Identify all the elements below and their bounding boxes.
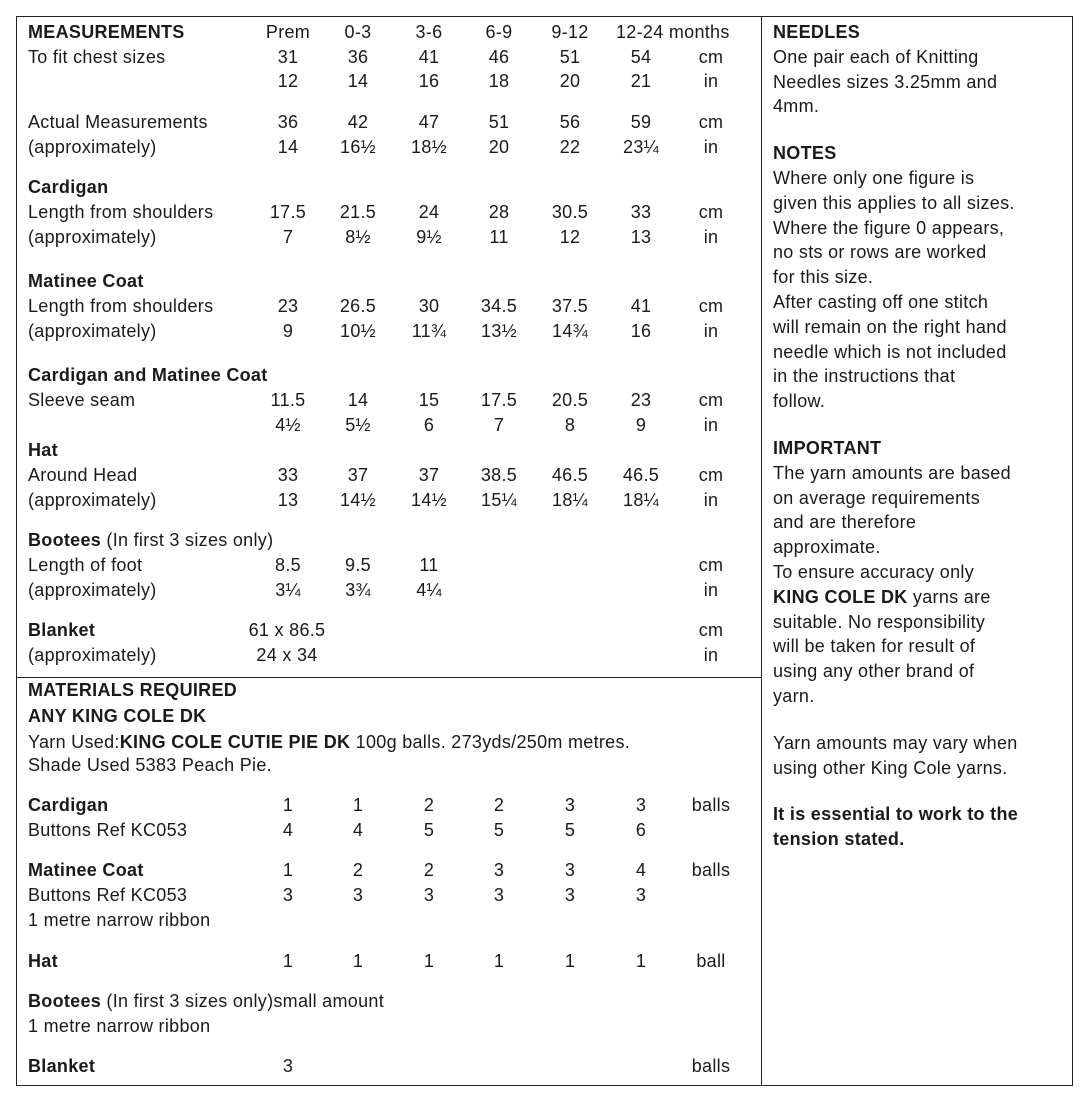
row-label: Around Head — [28, 465, 138, 485]
table-cell: 9 — [635, 415, 647, 435]
table-cell: 14¾ — [552, 321, 588, 341]
yarn-prefix: Yarn Used: — [28, 732, 120, 752]
important-line — [773, 585, 1063, 610]
essential-line: It is essential to work to the — [773, 804, 1019, 825]
table-cell: 28 — [488, 202, 510, 222]
important-line: on average requirements — [773, 487, 981, 508]
table-cell: 17.5 — [269, 202, 307, 222]
table-cell: 37 — [347, 465, 369, 485]
table-cell: 3 — [564, 860, 576, 880]
row-label: (approximately) — [28, 321, 157, 341]
row-label: Sleeve seam — [28, 390, 136, 410]
table-cell: 3 — [493, 860, 505, 880]
table-cell: 22 — [559, 137, 581, 157]
table-cell: 21 — [630, 71, 652, 91]
table-cell: 10½ — [340, 321, 376, 341]
shade-line: Shade Used 5383 Peach Pie. — [28, 755, 272, 775]
bootees-note: (In first 3 sizes only)small amount — [101, 991, 385, 1011]
vary-line: using other King Cole yarns. — [773, 757, 1008, 778]
important-line: and are therefore — [773, 512, 917, 533]
brand-suffix: yarns are — [907, 586, 991, 607]
important-line: yarn. — [773, 685, 815, 706]
section-heading: Hat — [28, 440, 58, 460]
unit-label: cm — [698, 296, 724, 316]
materials-heading: MATERIALS REQUIRED — [28, 680, 238, 700]
table-cell: 7 — [282, 227, 294, 247]
unit-label: cm — [698, 465, 724, 485]
row-label: Length from shoulders — [28, 202, 214, 222]
table-cell: 37 — [418, 465, 440, 485]
row-label: Buttons Ref KC053 — [28, 885, 188, 905]
notes-heading: NOTES — [773, 143, 837, 164]
table-cell: 13 — [630, 227, 652, 247]
yarn-details: 100g balls. 273yds/250m metres. — [350, 732, 631, 752]
table-cell: 4 — [635, 860, 647, 880]
unit-label: in — [703, 227, 719, 247]
table-cell: 30 — [418, 296, 440, 316]
vary-line: Yarn amounts may vary when — [773, 732, 1018, 753]
unit-label: in — [703, 415, 719, 435]
important-line: The yarn amounts are based — [773, 462, 1011, 483]
table-cell: 16 — [630, 321, 652, 341]
table-cell: 14½ — [340, 490, 376, 510]
unit-label: balls — [691, 860, 731, 880]
table-cell: 2 — [423, 795, 435, 815]
unit-label: cm — [698, 620, 724, 640]
row-label: (approximately) — [28, 137, 157, 157]
table-cell: 23¼ — [623, 137, 659, 157]
sidebar — [773, 20, 1063, 852]
table-cell: 54 — [630, 47, 652, 67]
needles-line: One pair each of Knitting — [773, 46, 979, 67]
unit-label: in — [703, 580, 719, 600]
table-cell: 12 — [277, 71, 299, 91]
important-heading: IMPORTANT — [773, 437, 882, 458]
column-divider — [761, 16, 762, 1086]
section-heading: Blanket — [28, 620, 96, 640]
notes-line: needle which is not included — [773, 341, 1007, 362]
row-label: Length from shoulders — [28, 296, 214, 316]
section-heading: Hat — [28, 951, 58, 971]
table-cell: 56 — [559, 112, 581, 132]
important-line: To ensure accuracy only — [773, 561, 974, 582]
table-cell: 16 — [418, 71, 440, 91]
unit-label: in — [703, 645, 719, 665]
table-cell: 24 — [418, 202, 440, 222]
table-cell: 18 — [488, 71, 510, 91]
yarn-brand: KING COLE CUTIE PIE DK — [119, 732, 351, 752]
table-cell: 23 — [630, 390, 652, 410]
table-cell: 36 — [277, 112, 299, 132]
table-cell: 2 — [423, 860, 435, 880]
table-cell: 1 — [635, 951, 647, 971]
table-cell: 3 — [635, 885, 647, 905]
table-cell: 3¼ — [275, 580, 301, 600]
table-cell: 6 — [423, 415, 435, 435]
table-cell: 3 — [635, 795, 647, 815]
table-cell: 47 — [418, 112, 440, 132]
needles-line: 4mm. — [773, 96, 820, 117]
table-cell: 4 — [282, 820, 294, 840]
table-cell: 46.5 — [622, 465, 660, 485]
table-cell: 21.5 — [339, 202, 377, 222]
table-cell: 26.5 — [339, 296, 377, 316]
unit-label: cm — [698, 202, 724, 222]
section-heading — [28, 990, 384, 1012]
table-cell: 36 — [347, 47, 369, 67]
table-cell: 1 — [423, 951, 435, 971]
table-cell: 12 — [559, 227, 581, 247]
bootees-word: Bootees — [28, 530, 102, 550]
table-cell: 1 — [493, 951, 505, 971]
table-cell: 7 — [493, 415, 505, 435]
table-cell: 14 — [347, 390, 369, 410]
table-cell: 41 — [630, 296, 652, 316]
table-cell: 1 — [352, 951, 364, 971]
section-heading: Cardigan — [28, 795, 109, 815]
table-cell: 5 — [423, 820, 435, 840]
row-label: (approximately) — [28, 645, 157, 665]
size-header: 0-3 — [344, 22, 372, 42]
unit-label: cm — [698, 555, 724, 575]
table-cell: 11 — [489, 227, 509, 247]
table-cell: 9.5 — [345, 555, 371, 575]
table-cell: 9 — [282, 321, 294, 341]
table-cell: 23 — [277, 296, 299, 316]
table-cell: 5 — [564, 820, 576, 840]
materials-subheading: ANY KING COLE DK — [28, 706, 207, 726]
table-cell: 15¼ — [481, 490, 517, 510]
needles-heading: NEEDLES — [773, 22, 861, 42]
table-cell: 1 — [282, 860, 294, 880]
table-cell: 1 — [564, 951, 576, 971]
table-cell: 46 — [488, 47, 510, 67]
table-cell: 30.5 — [551, 202, 589, 222]
section-divider — [16, 677, 762, 678]
table-cell: 16½ — [340, 137, 376, 157]
important-line: approximate. — [773, 537, 881, 558]
table-cell: 20 — [488, 137, 510, 157]
unit-label: cm — [698, 47, 724, 67]
row-label: 1 metre narrow ribbon — [28, 1016, 211, 1036]
yarn-line — [28, 731, 630, 753]
table-cell: 6 — [635, 820, 647, 840]
table-cell: 51 — [488, 112, 510, 132]
table-cell: 13 — [277, 490, 299, 510]
row-label: Actual Measurements — [28, 112, 208, 132]
table-cell: 3 — [282, 885, 294, 905]
needles-line: Needles sizes 3.25mm and — [773, 71, 998, 92]
row-label: Length of foot — [28, 555, 143, 575]
table-cell: 3 — [564, 885, 576, 905]
table-cell: 13½ — [481, 321, 517, 341]
section-heading: Matinee Coat — [28, 860, 144, 880]
table-cell: 15 — [418, 390, 440, 410]
notes-line: no sts or rows are worked — [773, 242, 987, 263]
bootees-word: Bootees — [28, 991, 102, 1011]
section-heading: Cardigan — [28, 177, 109, 197]
table-cell: 1 — [282, 795, 294, 815]
table-cell: 11 — [419, 555, 439, 575]
table-cell: 3 — [352, 885, 364, 905]
notes-line: will remain on the right hand — [773, 316, 1007, 337]
notes-line: Where the figure 0 appears, — [773, 217, 1005, 238]
table-cell: 1 — [352, 795, 364, 815]
measurements-heading: MEASUREMENTS — [28, 22, 185, 42]
row-label: To fit chest sizes — [28, 47, 166, 67]
size-header: Prem — [265, 22, 311, 42]
table-cell: 46.5 — [551, 465, 589, 485]
table-cell: 51 — [559, 47, 581, 67]
section-heading — [28, 529, 273, 551]
table-cell: 5½ — [345, 415, 371, 435]
important-line: suitable. No responsibility — [773, 611, 986, 632]
size-header: 9-12 — [551, 22, 589, 42]
unit-label: balls — [691, 795, 731, 815]
notes-line: Where only one figure is — [773, 167, 975, 188]
table-cell: 4½ — [275, 415, 301, 435]
table-cell: 9½ — [416, 227, 442, 247]
table-cell: 37.5 — [551, 296, 589, 316]
table-cell: 1 — [282, 951, 294, 971]
table-cell: 33 — [277, 465, 299, 485]
size-header: 12-24 months — [616, 22, 730, 42]
row-label: 1 metre narrow ribbon — [28, 910, 211, 930]
table-cell: 2 — [493, 795, 505, 815]
table-cell: 33 — [630, 202, 652, 222]
table-cell: 2 — [352, 860, 364, 880]
brand-name: KING COLE DK — [773, 586, 908, 607]
table-cell: 61 x 86.5 — [248, 620, 326, 640]
important-line: will be taken for result of — [773, 636, 976, 657]
notes-line: follow. — [773, 391, 826, 412]
table-cell: 14½ — [411, 490, 447, 510]
important-line: using any other brand of — [773, 661, 975, 682]
unit-label: in — [703, 490, 719, 510]
table-cell: 17.5 — [480, 390, 518, 410]
size-header: 3-6 — [415, 22, 443, 42]
table-cell: 18¼ — [623, 490, 659, 510]
size-header: 6-9 — [485, 22, 513, 42]
row-label: (approximately) — [28, 580, 157, 600]
table-cell: 14 — [277, 137, 299, 157]
table-cell: 3 — [564, 795, 576, 815]
table-cell: 8.5 — [275, 555, 301, 575]
section-heading: Blanket — [28, 1056, 96, 1076]
essential-line: tension stated. — [773, 829, 905, 850]
table-cell: 3 — [493, 885, 505, 905]
table-cell: 34.5 — [480, 296, 518, 316]
table-cell: 18¼ — [552, 490, 588, 510]
unit-label: cm — [698, 112, 724, 132]
unit-label: ball — [696, 951, 726, 971]
table-cell: 42 — [347, 112, 369, 132]
table-cell: 20.5 — [551, 390, 589, 410]
table-cell: 11.5 — [270, 390, 306, 410]
unit-label: in — [703, 321, 719, 341]
table-cell: 3 — [423, 885, 435, 905]
unit-label: in — [703, 71, 719, 91]
table-cell: 20 — [559, 71, 581, 91]
table-cell: 8½ — [345, 227, 371, 247]
table-cell: 3 — [282, 1056, 294, 1076]
table-cell: 3¾ — [345, 580, 371, 600]
table-cell: 4 — [352, 820, 364, 840]
unit-label: balls — [691, 1056, 731, 1076]
table-cell: 24 x 34 — [256, 645, 318, 665]
row-label: (approximately) — [28, 490, 157, 510]
unit-label: cm — [698, 390, 724, 410]
table-cell: 8 — [564, 415, 576, 435]
table-cell: 31 — [277, 47, 299, 67]
table-cell: 11¾ — [411, 321, 447, 341]
notes-line: in the instructions that — [773, 366, 956, 387]
section-heading: Matinee Coat — [28, 271, 144, 291]
section-heading: Cardigan and Matinee Coat — [28, 365, 268, 385]
unit-label: in — [703, 137, 719, 157]
row-label: (approximately) — [28, 227, 157, 247]
notes-line: for this size. — [773, 267, 874, 288]
table-cell: 4¼ — [416, 580, 442, 600]
table-cell: 38.5 — [480, 465, 518, 485]
notes-line: given this applies to all sizes. — [773, 192, 1015, 213]
table-cell: 59 — [630, 112, 652, 132]
notes-line: After casting off one stitch — [773, 291, 989, 312]
row-label: Buttons Ref KC053 — [28, 820, 188, 840]
table-cell: 41 — [418, 47, 440, 67]
bootees-note: (In first 3 sizes only) — [101, 530, 274, 550]
table-cell: 14 — [347, 71, 369, 91]
table-cell: 18½ — [411, 137, 447, 157]
table-cell: 5 — [493, 820, 505, 840]
